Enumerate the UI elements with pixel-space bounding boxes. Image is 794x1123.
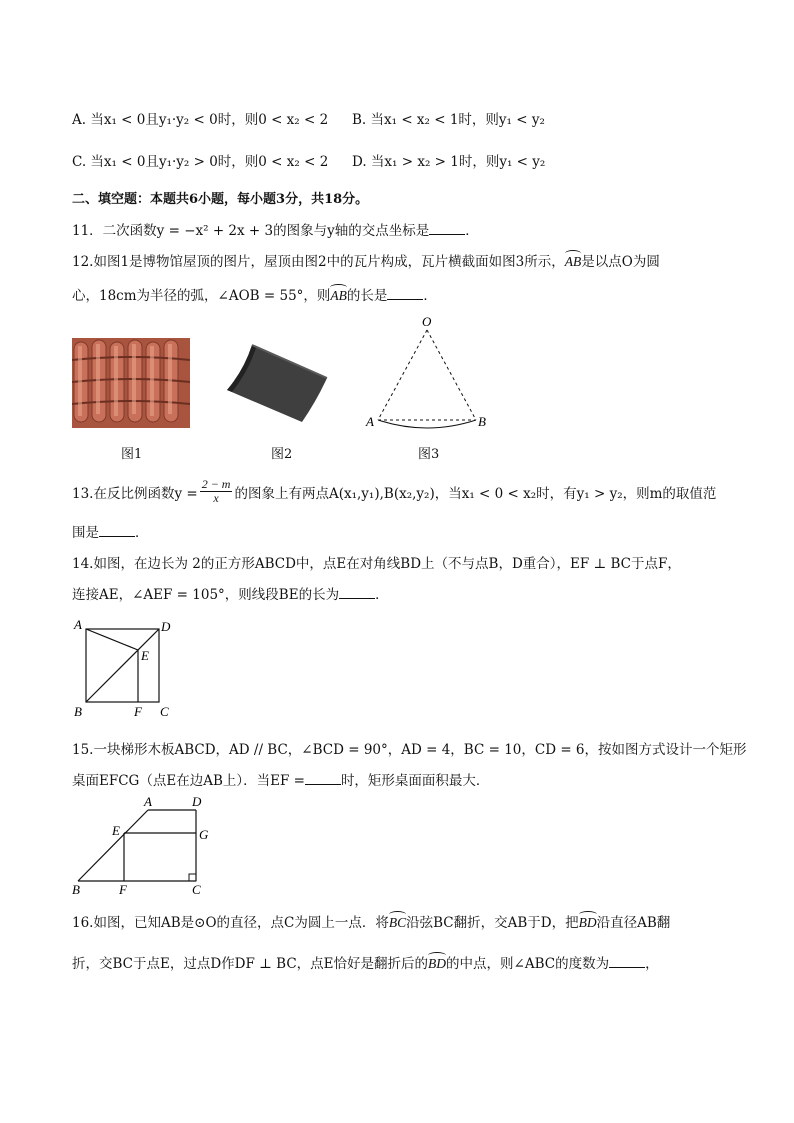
arc-ab: AB <box>564 254 582 269</box>
q12-text-d: 的长是 <box>346 288 388 304</box>
point-b-label: B <box>74 704 82 719</box>
point-b-label: B <box>72 882 80 897</box>
q15-text-b: 桌面EFCG（点E在边AB上）．当EF = <box>72 773 305 789</box>
q13-text-c: 围是 <box>72 525 99 541</box>
figure-3-caption: 图3 <box>418 447 440 462</box>
answer-blank <box>339 586 375 599</box>
square-diagram <box>70 615 185 723</box>
answer-blank <box>387 287 423 300</box>
figure-2-caption: 图2 <box>271 447 293 462</box>
answer-blank <box>429 222 465 235</box>
option-b: B. 当x₁ < x₂ < 1时，则y₁ < y₂ <box>352 112 545 128</box>
q13-text-b: 的图象上有两点A(x₁,y₁),B(x₂,y₂)，当x₁ < 0 < x₂时，有y₁ > y₂，则m的取值范 <box>234 485 717 502</box>
q14-text-b: 连接AE，∠AEF = 105°，则线段BE的长为 <box>72 587 340 603</box>
arc-bc: BC <box>388 915 407 930</box>
question-14-line1: 14.如图，在边长为 2的正方形ABCD中，点E在对角线BD上（不与点B，D重合），EF ⊥ BC于点F， <box>72 556 681 572</box>
point-c-label: C <box>192 882 201 897</box>
point-e-label: E <box>112 823 120 838</box>
q11-text: 11．二次函数y = −x² + 2x + 3的图象与y轴的交点坐标是 <box>72 223 430 239</box>
point-b-label: B <box>478 414 486 429</box>
point-f-label: F <box>119 882 127 897</box>
question-15-line1: 15.一块梯形木板ABCD，AD // BC，∠BCD = 90°，AD = 4，BC = 10，CD = 6，按如图方式设计一个矩形 <box>72 742 747 758</box>
roof-tiles-photo <box>72 338 190 428</box>
q16-text-a: 16.如图，已知AB是⊙O的直径，点C为圆上一点．将 <box>72 915 389 931</box>
fraction <box>200 478 233 505</box>
q12-text-b: 是以点O为圆 <box>581 254 660 270</box>
q11-end: ． <box>465 223 479 239</box>
option-a: A. 当x₁ < 0且y₁·y₂ < 0时，则0 < x₂ < 2 <box>72 112 329 128</box>
point-g-label: G <box>199 827 209 842</box>
sector-diagram <box>360 312 500 432</box>
answer-blank <box>609 955 645 968</box>
fraction-numerator: 2 − m <box>201 477 231 491</box>
arc-bd: BD <box>578 915 597 930</box>
q16-text-b: 沿弦BC翻折，交AB于D，把 <box>406 915 579 931</box>
fraction-denominator: x <box>213 491 219 505</box>
question-12-line1 <box>72 250 660 270</box>
section-heading: 二、填空题：本题共6小题，每小题3分，共18分。 <box>72 192 369 207</box>
point-c-label: C <box>160 704 169 719</box>
q15-text-c: 时，矩形桌面面积最大． <box>340 773 490 789</box>
q12-text-c: 心，18cm为半径的弧，∠AOB = 55°，则 <box>72 288 331 304</box>
q14-end: ． <box>375 587 389 603</box>
point-a-label: A <box>366 414 374 429</box>
point-a-label: A <box>144 795 152 809</box>
figure-1-caption: 图1 <box>121 447 143 462</box>
question-14-line2 <box>72 583 389 603</box>
trapezoid-diagram <box>70 795 215 897</box>
arc-ab: AB <box>330 288 347 303</box>
option-d: D. 当x₁ > x₂ > 1时，则y₁ < y₂ <box>352 154 546 170</box>
point-f-label: F <box>134 704 142 719</box>
q16-text-c: 沿直径AB翻 <box>596 915 671 931</box>
answer-blank <box>305 772 341 785</box>
question-13-line1 <box>72 478 716 505</box>
option-c: C. 当x₁ < 0且y₁·y₂ > 0时，则0 < x₂ < 2 <box>72 154 329 170</box>
q16-text-d: 折，交BC于点E，过点D作DF ⊥ BC，点E恰好是翻折后的 <box>72 956 429 972</box>
q13-end: ． <box>135 525 149 541</box>
q12-text-a: 12.如图1是博物馆屋顶的图片，屋顶由图2中的瓦片构成，瓦片横截面如图3所示， <box>72 254 565 270</box>
answer-blank <box>99 524 135 537</box>
point-a-label: A <box>74 617 82 632</box>
arc-bd-folded: BD <box>428 956 447 971</box>
question-12-line2 <box>72 284 437 304</box>
point-d-label: D <box>161 619 171 634</box>
point-d-label: D <box>192 795 202 809</box>
point-o-label: O <box>422 314 432 329</box>
q13-text-a: 13.在反比例函数y = <box>72 485 198 502</box>
q16-end: ， <box>645 956 659 972</box>
question-15-line2 <box>72 769 489 789</box>
q16-text-e: 的中点，则∠ABC的度数为 <box>446 956 610 972</box>
question-16-line1 <box>72 911 670 931</box>
single-tile-image <box>222 340 332 425</box>
question-16-line2 <box>72 952 659 972</box>
question-11 <box>72 219 479 239</box>
point-e-label: E <box>141 648 149 663</box>
q12-end: ． <box>423 288 437 304</box>
question-13-line2 <box>72 521 149 541</box>
